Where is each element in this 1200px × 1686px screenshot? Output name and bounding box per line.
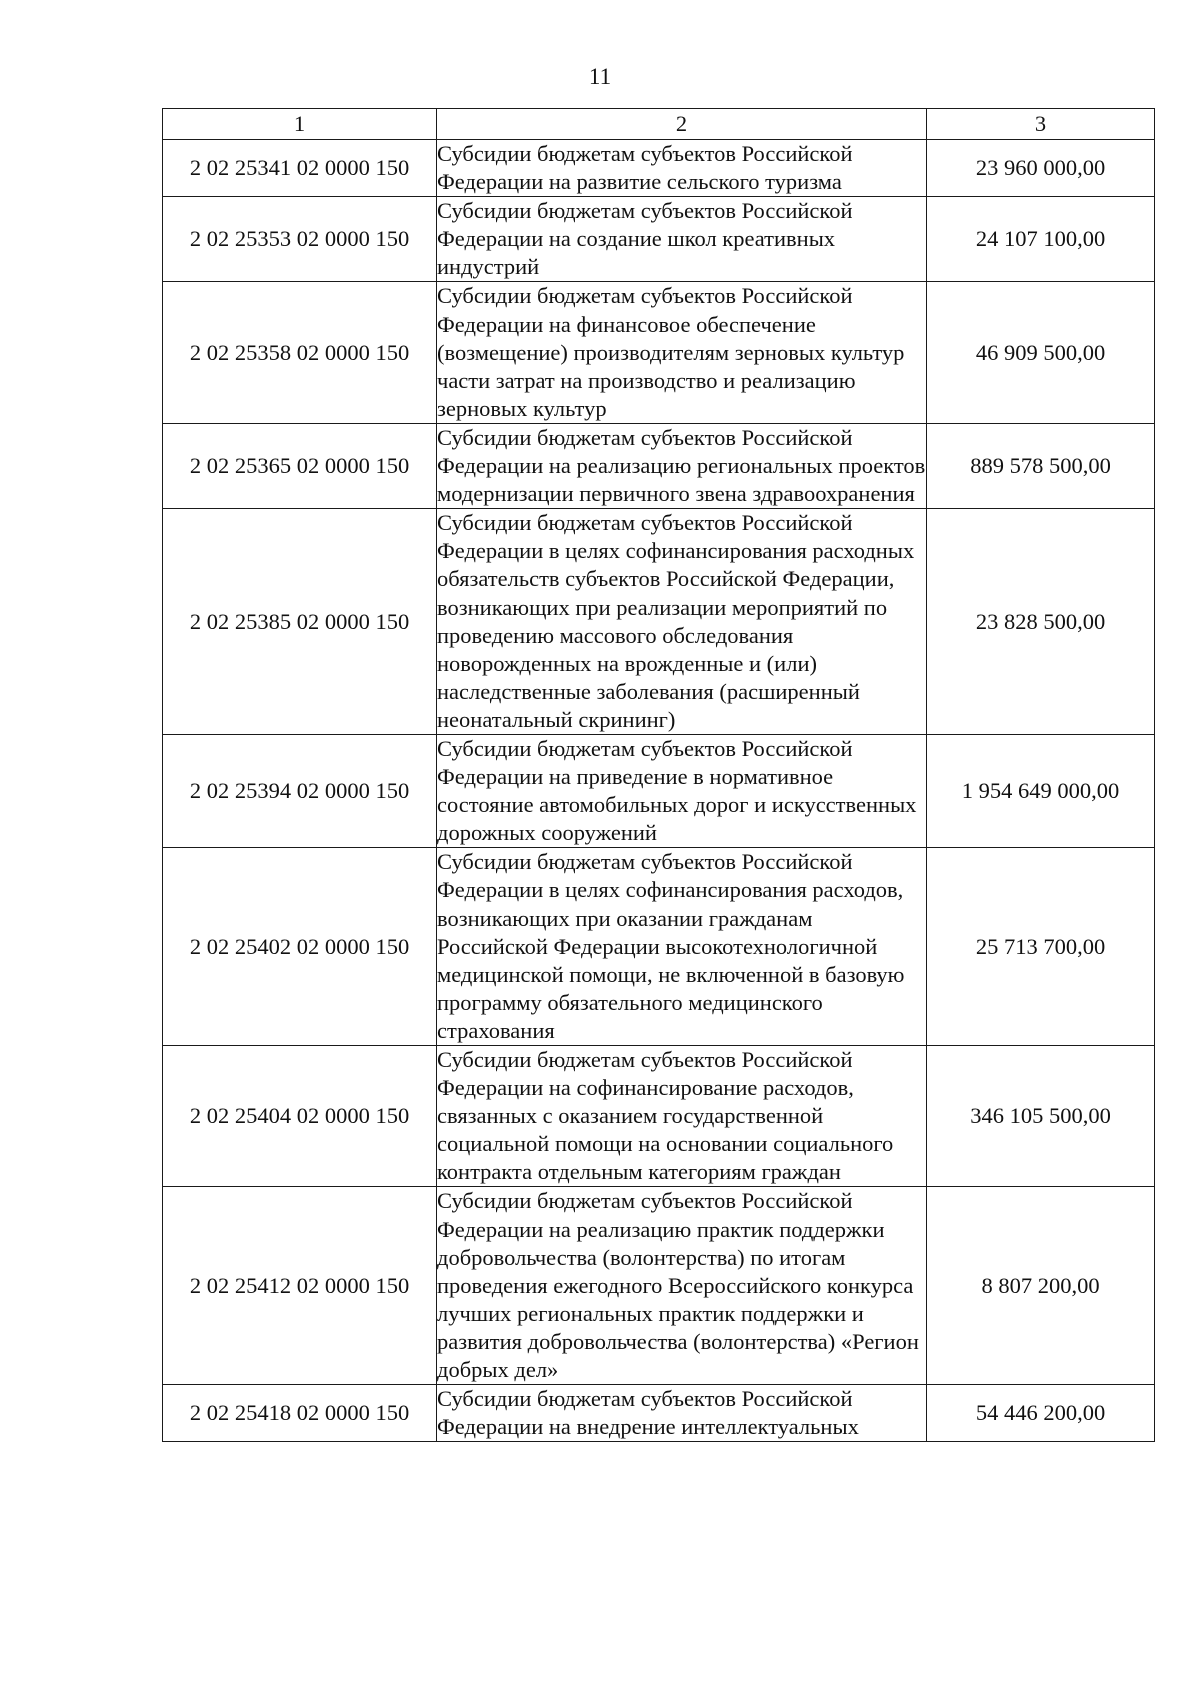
table-header-row xyxy=(163,109,1155,140)
amount-cell: 54 446 200,00 xyxy=(927,1385,1155,1442)
description-cell: Субсидии бюджетам субъектов Российской Федерации на развитие сельского туризма xyxy=(437,140,927,197)
table-row xyxy=(163,197,1155,282)
budget-code-cell: 2 02 25418 02 0000 150 xyxy=(163,1385,437,1442)
column-header-code: 1 xyxy=(163,109,437,140)
table-row xyxy=(163,1046,1155,1187)
description-cell: Субсидии бюджетам субъектов Российской Федерации на софинансирование расходов, связанных с оказанием государственной социальной помощи на основании социального контракта отдельным категориям граждан xyxy=(437,1046,927,1187)
description-cell: Субсидии бюджетам субъектов Российской Федерации на реализацию практик поддержки добровольчества (волонтерства) по итогам проведения ежегодного Всероссийского конкурса лучших региональных практик поддержки и развития добровольчества (волонтерства) «Регион добрых дел» xyxy=(437,1187,927,1385)
budget-code-cell: 2 02 25385 02 0000 150 xyxy=(163,509,437,735)
column-header-description: 2 xyxy=(437,109,927,140)
table-row xyxy=(163,509,1155,735)
budget-code-cell: 2 02 25341 02 0000 150 xyxy=(163,140,437,197)
description-cell: Субсидии бюджетам субъектов Российской Федерации на приведение в нормативное состояние автомобильных дорог и искусственных дорожных сооружений xyxy=(437,734,927,847)
amount-cell: 24 107 100,00 xyxy=(927,197,1155,282)
column-header-amount: 3 xyxy=(927,109,1155,140)
budget-table xyxy=(162,108,1155,1442)
table-row xyxy=(163,1187,1155,1385)
description-cell: Субсидии бюджетам субъектов Российской Федерации на финансовое обеспечение (возмещение) производителям зерновых культур части затрат на производство и реализацию зерновых культур xyxy=(437,282,927,423)
description-cell: Субсидии бюджетам субъектов Российской Федерации в целях софинансирования расходных обязательств субъектов Российской Федерации, возникающих при реализации мероприятий по проведению массового обследования новорожденных на врожденные и (или) наследственные заболевания (расширенный неонатальный скрининг) xyxy=(437,509,927,735)
description-cell: Субсидии бюджетам субъектов Российской Федерации на создание школ креативных индустрий xyxy=(437,197,927,282)
budget-code-cell: 2 02 25402 02 0000 150 xyxy=(163,848,437,1046)
table-row xyxy=(163,423,1155,508)
budget-code-cell: 2 02 25394 02 0000 150 xyxy=(163,734,437,847)
page-number: 11 xyxy=(588,64,612,89)
table-row xyxy=(163,734,1155,847)
amount-cell: 23 960 000,00 xyxy=(927,140,1155,197)
description-cell: Субсидии бюджетам субъектов Российской Федерации на реализацию региональных проектов модернизации первичного звена здравоохранения xyxy=(437,423,927,508)
budget-code-cell: 2 02 25412 02 0000 150 xyxy=(163,1187,437,1385)
amount-cell: 8 807 200,00 xyxy=(927,1187,1155,1385)
budget-code-cell: 2 02 25353 02 0000 150 xyxy=(163,197,437,282)
description-cell: Субсидии бюджетам субъектов Российской Федерации на внедрение интеллектуальных xyxy=(437,1385,927,1442)
description-cell: Субсидии бюджетам субъектов Российской Федерации в целях софинансирования расходов, возникающих при оказании гражданам Российской Федерации высокотехнологичной медицинской помощи, не включенной в базовую программу обязательного медицинского страхования xyxy=(437,848,927,1046)
table-row xyxy=(163,140,1155,197)
amount-cell: 46 909 500,00 xyxy=(927,282,1155,423)
amount-cell: 889 578 500,00 xyxy=(927,423,1155,508)
budget-code-cell: 2 02 25404 02 0000 150 xyxy=(163,1046,437,1187)
table-row xyxy=(163,282,1155,423)
amount-cell: 25 713 700,00 xyxy=(927,848,1155,1046)
budget-code-cell: 2 02 25358 02 0000 150 xyxy=(163,282,437,423)
amount-cell: 346 105 500,00 xyxy=(927,1046,1155,1187)
table-row xyxy=(163,1385,1155,1442)
table-row xyxy=(163,848,1155,1046)
amount-cell: 1 954 649 000,00 xyxy=(927,734,1155,847)
budget-code-cell: 2 02 25365 02 0000 150 xyxy=(163,423,437,508)
amount-cell: 23 828 500,00 xyxy=(927,509,1155,735)
